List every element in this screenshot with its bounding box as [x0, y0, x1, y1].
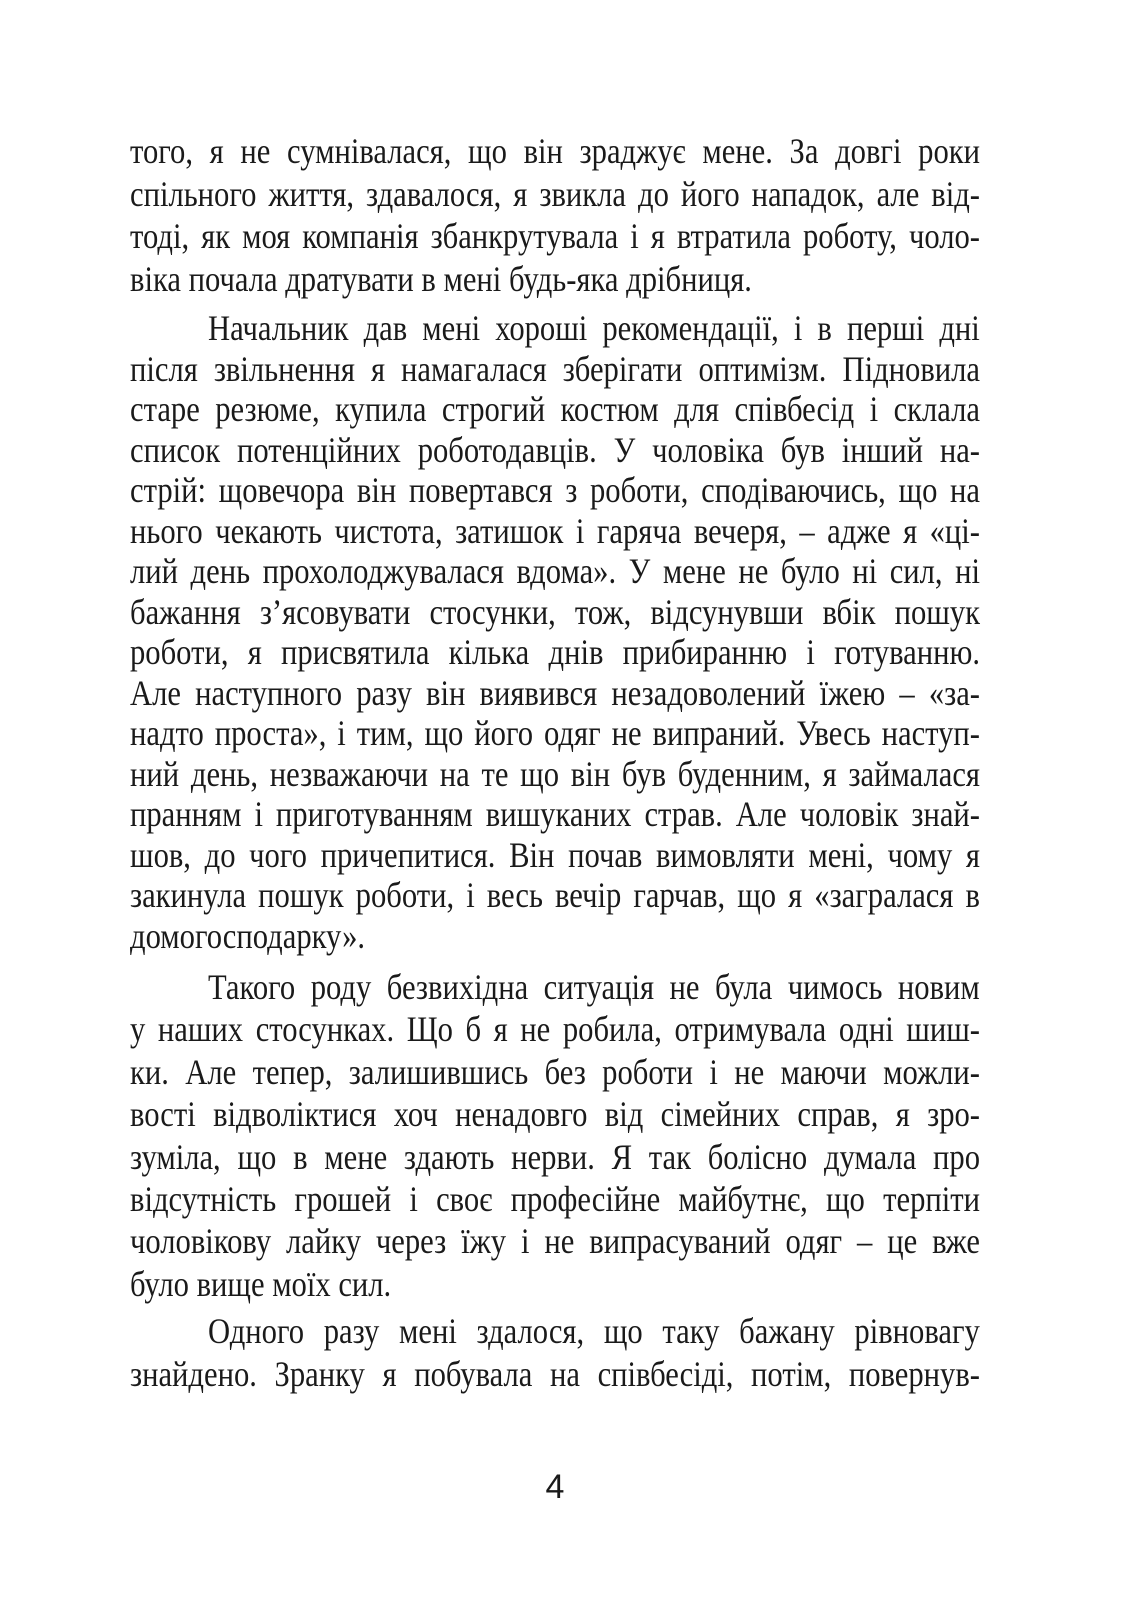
text-line	[130, 1263, 980, 1305]
text-line-content: бажання з’ясовувати стосунки, тож, відсунувши вбік пошук	[130, 591, 980, 632]
paragraph-3	[130, 966, 980, 1305]
text-line	[130, 429, 980, 470]
text-line-content: вості відволіктися хоч ненадовго від сімейних справ, я зро-	[130, 1094, 980, 1135]
text-line	[130, 469, 980, 510]
page-number: 4	[545, 1468, 565, 1506]
text-line	[130, 793, 980, 834]
text-line	[130, 1353, 980, 1396]
text-line	[130, 215, 980, 258]
text-line	[130, 510, 980, 551]
text-line-content: у наших стосунках. Що б я не робила, отримувала одні шиш-	[130, 1009, 980, 1050]
text-line	[130, 550, 980, 591]
text-line	[130, 1008, 980, 1050]
text-line	[130, 173, 980, 216]
paragraph-1	[130, 130, 980, 300]
text-line	[130, 1310, 980, 1353]
text-line	[130, 966, 980, 1008]
text-line	[130, 834, 980, 875]
paragraph-2	[130, 307, 980, 955]
text-line-content: Такого роду безвихідна ситуація не була чимось новим	[208, 967, 980, 1007]
text-line-content: того, я не сумнівалася, що він зраджує мене. За довгі роки	[130, 131, 980, 171]
text-line-content: стрій: щовечора він повертався з роботи, сподіваючись, що на	[130, 470, 980, 510]
text-line-content: лий день прохолоджувалася вдома». У мене не було ні сил, ні	[130, 551, 980, 591]
text-line	[130, 712, 980, 753]
text-line-content: домогосподарку».	[130, 915, 366, 956]
text-line-content: відсутність грошей і своє професійне майбутнє, що терпіти	[130, 1178, 980, 1219]
text-line-content: нього чекають чистота, затишок і гаряча вечеря, – адже я «ці-	[130, 510, 980, 551]
text-line	[130, 672, 980, 713]
text-line	[130, 348, 980, 389]
text-line	[130, 753, 980, 794]
text-line-content: старе резюме, купила строгий костюм для співбесід і склала	[130, 389, 980, 429]
text-line	[130, 388, 980, 429]
text-line-content: закинула пошук роботи, і весь вечір гарчав, що я «загралася в	[130, 875, 980, 915]
text-line-content: чоловікову лайку через їжу і не випрасуваний одяг – це вже	[130, 1221, 980, 1262]
text-line	[130, 1136, 980, 1178]
text-line-content: тоді, як моя компанія збанкрутувала і я втратила роботу, чоло-	[130, 216, 980, 256]
text-line-content: роботи, я присвятила кілька днів прибиранню і готуванню.	[130, 632, 980, 672]
text-line	[130, 130, 980, 173]
text-line-content: список потенційних роботодавців. У чоловіка був інший на-	[130, 429, 980, 470]
text-line-content: пранням і приготуванням вишуканих страв. Але чоловік знай-	[130, 794, 980, 834]
text-line	[130, 874, 980, 915]
text-line-content: шов, до чого причепитися. Він почав вимовляти мені, чому я	[130, 834, 980, 875]
text-line	[130, 915, 980, 956]
text-line	[130, 1178, 980, 1220]
text-line-content: ки. Але тепер, залишившись без роботи і не маючи можли-	[130, 1051, 980, 1092]
text-line-content: знайдено. Зранку я побувала на співбесіді, потім, повернув-	[130, 1354, 980, 1394]
text-line-content: надто проста», і тим, що його одяг не випраний. Увесь наступ-	[130, 713, 980, 753]
text-line	[130, 1220, 980, 1262]
text-line	[130, 1093, 980, 1135]
text-line-content: спільного життя, здавалося, я звикла до його нападок, але від-	[130, 173, 980, 214]
text-line	[130, 591, 980, 632]
text-line-content: Одного разу мені здалося, що таку бажану рівновагу	[208, 1311, 980, 1351]
text-line	[130, 307, 980, 348]
text-line-content: віка почала дратувати в мені будь-яка дрібниця.	[130, 258, 752, 299]
text-line-content: ний день, незважаючи на те що він був буденним, я займалася	[130, 753, 980, 794]
text-line-content: зуміла, що в мене здають нерви. Я так болісно думала про	[130, 1136, 980, 1177]
text-line-content: після звільнення я намагалася зберігати оптимізм. Підновила	[130, 348, 980, 389]
text-line	[130, 258, 980, 301]
paragraph-4	[130, 1310, 980, 1396]
text-line-content: було вище моїх сил.	[130, 1263, 392, 1304]
text-line-content: Начальник дав мені хороші рекомендації, і в перші дні	[208, 308, 980, 348]
text-line	[130, 1051, 980, 1093]
text-line-content: Але наступного разу він виявився незадоволений їжею – «за-	[130, 672, 980, 713]
text-line	[130, 631, 980, 672]
